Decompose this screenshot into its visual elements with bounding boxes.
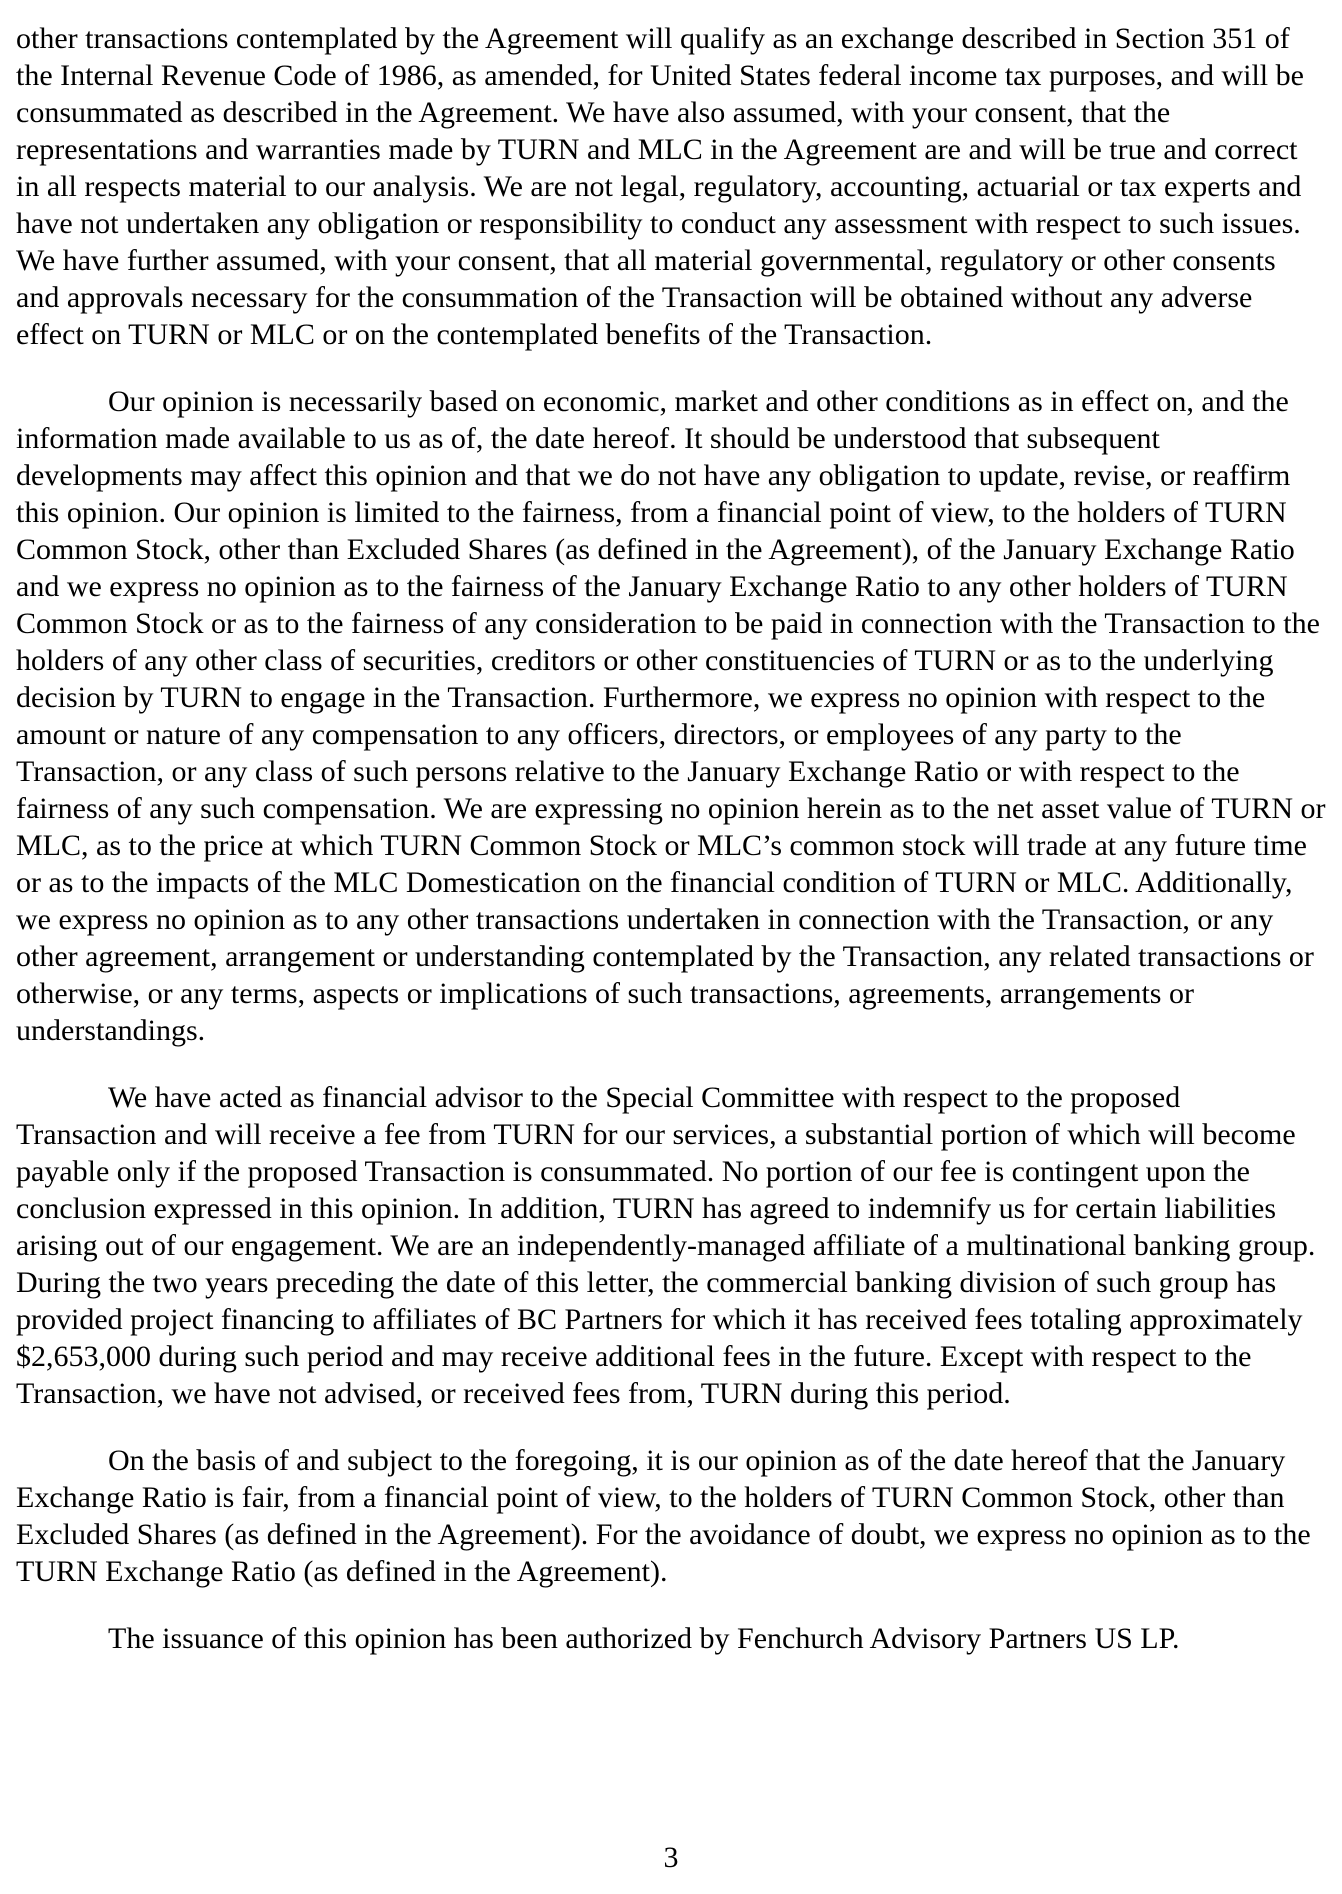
paragraph-opinion-scope: Our opinion is necessarily based on economic, market and other conditions as in effect on, and the information made available to us as of, the date hereof. It should be understood that subsequent developments may affect this opinion and that we do not have any obligation to update, revise, or reaffirm this opinion. Our opinion is limited to the fairness, from a financial point of view, to the holders of TURN Common Stock, other than Excluded Shares (as defined in the Agreement), of the January Exchange Ratio and we express no opinion as to the fairness of the January Exchange Ratio to any other holders of TURN Common Stock or as to the fairness of any consideration to be paid in connection with the Transaction to the holders of any other class of securities, creditors or other constituencies of TURN or as to the underlying decision by TURN to engage in the Transaction. Furthermore, we express no opinion with respect to the amount or nature of any compensation to any officers, directors, or employees of any party to the Transaction, or any class of such persons relative to the January Exchange Ratio or with respect to the fairness of any such compensation. We are expressing no opinion herein as to the net asset value of TURN or MLC, as to the price at which TURN Common Stock or MLC’s common stock will trade at any future time or as to the impacts of the MLC Domestication on the financial condition of TURN or MLC. Additionally, we express no opinion as to any other transactions undertaken in connection with the Transaction, or any other agreement, arrangement or understanding contemplated by the Transaction, any related transactions or otherwise, or any terms, aspects or implications of such transactions, agreements, arrangements or understandings. bbox=[16, 385, 1326, 1047]
paragraph-conclusion: On the basis of and subject to the foregoing, it is our opinion as of the date hereof that the January Exchange Ratio is fair, from a financial point of view, to the holders of TURN Common Stock, other than Excluded Shares (as defined in the Agreement). For the avoidance of doubt, we express no opinion as to the TURN Exchange Ratio (as defined in the Agreement). bbox=[16, 1444, 1311, 1588]
paragraph-advisor-fees: We have acted as financial advisor to the Special Committee with respect to the proposed Transaction and will receive a fee from TURN for our services, a substantial portion of which will become payable only if the proposed Transaction is consummated. No portion of our fee is contingent upon the conclusion expressed in this opinion. In addition, TURN has agreed to indemnify us for certain liabilities arising out of our engagement. We are an independently-managed affiliate of a multinational banking group. During the two years preceding the date of this letter, the commercial banking division of such group has provided project financing to affiliates of BC Partners for which it has received fees totaling approximately $2,653,000 during such period and may receive additional fees in the future. Except with respect to the Transaction, we have not advised, or received fees from, TURN during this period. bbox=[16, 1081, 1316, 1410]
page-number: 3 bbox=[663, 1841, 679, 1874]
paragraph-assumptions-continuation: other transactions contemplated by the Agreement will qualify as an exchange described in Section 351 of the Internal Revenue Code of 1986, as amended, for United States federal income tax purposes, and will be consummated as described in the Agreement. We have also assumed, with your consent, that the representations and warranties made by TURN and MLC in the Agreement are and will be true and correct in all respects material to our analysis. We are not legal, regulatory, accounting, actuarial or tax experts and have not undertaken any obligation or responsibility to conduct any assessment with respect to such issues. We have further assumed, with your consent, that all material governmental, regulatory or other consents and approvals necessary for the consummation of the Transaction will be obtained without any adverse effect on TURN or MLC or on the contemplated benefits of the Transaction. bbox=[16, 22, 1304, 351]
paragraph-authorization: The issuance of this opinion has been authorized by Fenchurch Advisory Partners US LP. bbox=[108, 1622, 1180, 1655]
